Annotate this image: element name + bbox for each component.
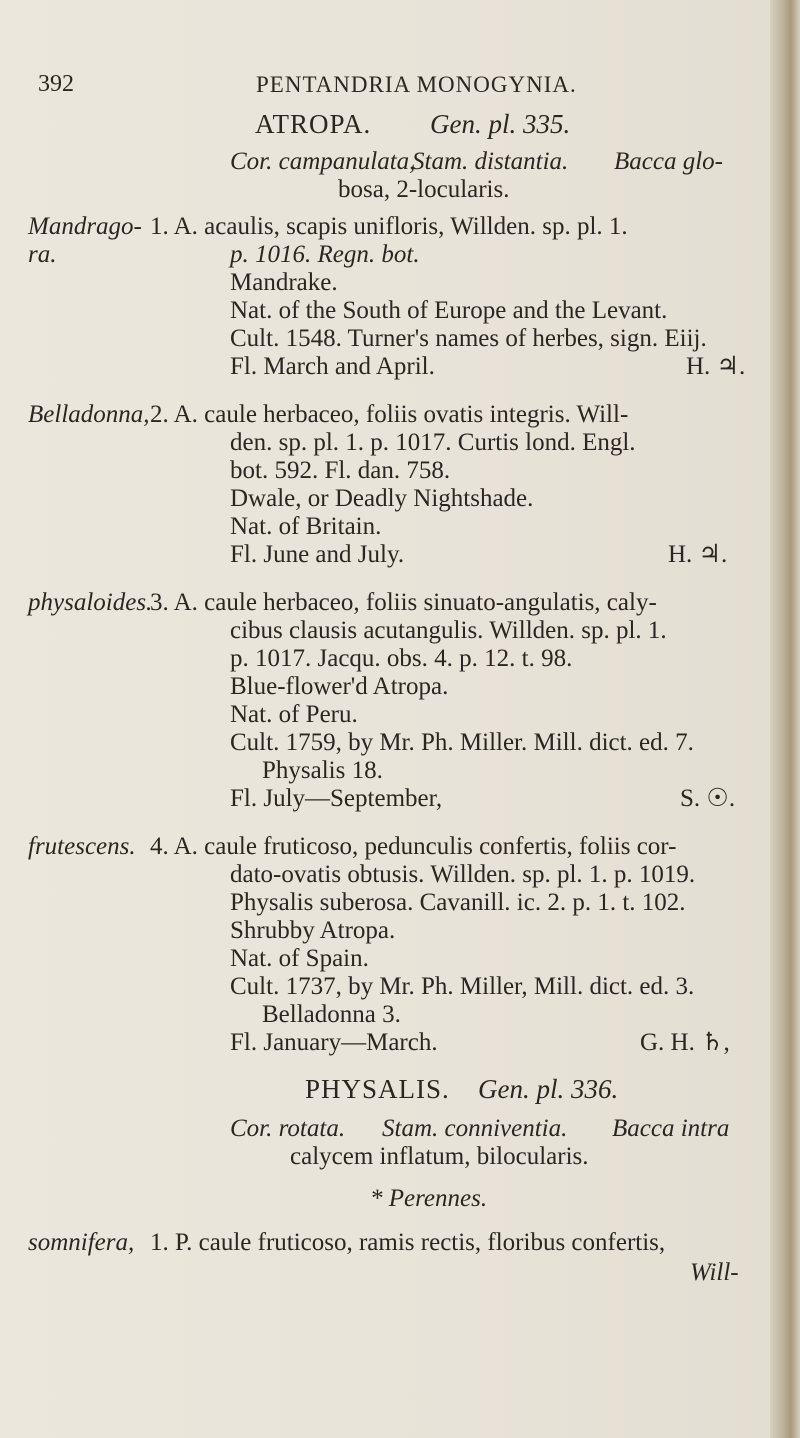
species-line: 1. P. caule fruticoso, ramis rectis, floribus confertis, bbox=[150, 1229, 666, 1256]
character-corolla: Cor. campanulata, bbox=[230, 148, 416, 175]
division-heading: * Perennes. bbox=[370, 1185, 488, 1212]
species-flowering: Fl. January—March. bbox=[230, 1029, 438, 1056]
margin-name: physaloides. bbox=[28, 589, 153, 616]
character-stamens: Stam. conniventia. bbox=[382, 1115, 568, 1142]
page-edge bbox=[770, 0, 800, 1438]
species-flowering: Fl. March and April. bbox=[230, 353, 435, 380]
margin-name: somnifera, bbox=[28, 1229, 135, 1256]
character-stamens: Stam. distantia. bbox=[412, 148, 569, 175]
margin-name: Belladonna, bbox=[28, 401, 150, 428]
character-corolla: Cor. rotata. bbox=[230, 1115, 346, 1142]
species-native: Nat. of Spain. bbox=[230, 945, 369, 972]
species-cultivation: Cult. 1737, by Mr. Ph. Miller, Mill. dict. ed. 3. bbox=[230, 973, 695, 1000]
species-line: 2. A. caule herbaceo, foliis ovatis integris. Will- bbox=[150, 401, 629, 428]
species-native: Nat. of Peru. bbox=[230, 701, 358, 728]
species-habitat-symbol: S. ☉. bbox=[680, 785, 736, 812]
species-cultivation: Cult. 1759, by Mr. Ph. Miller. Mill. dict. ed. 7. bbox=[230, 729, 694, 756]
genus-reference-atropa: Gen. pl. 335. bbox=[430, 109, 571, 139]
species-flowering: Fl. June and July. bbox=[230, 541, 405, 568]
catchword: Will- bbox=[690, 1259, 739, 1286]
species-native: Nat. of Britain. bbox=[230, 513, 382, 540]
margin-name: frutescens. bbox=[28, 833, 136, 860]
species-line: dato-ovatis obtusis. Willden. sp. pl. 1. p. 1019. bbox=[230, 861, 696, 888]
margin-name-cont: ra. bbox=[28, 241, 57, 268]
running-title: PENTANDRIA MONOGYNIA. bbox=[256, 72, 577, 97]
species-line: cibus clausis acutangulis. Willden. sp. pl. 1. bbox=[230, 617, 667, 644]
species-cultivation: Cult. 1548. Turner's names of herbes, sign. Eiij. bbox=[230, 325, 707, 352]
species-synonym: Physalis 18. bbox=[262, 757, 383, 784]
species-line: 4. A. caule fruticoso, pedunculis confertis, foliis cor- bbox=[150, 833, 677, 860]
species-habitat-symbol: H. ♃. bbox=[668, 541, 728, 568]
character-fruit-cont: bosa, 2-locularis. bbox=[338, 176, 510, 203]
species-native: Nat. of the South of Europe and the Levant. bbox=[230, 297, 668, 324]
species-line: p. 1017. Jacqu. obs. 4. p. 12. t. 98. bbox=[230, 645, 573, 672]
species-line: bot. 592. Fl. dan. 758. bbox=[230, 457, 451, 484]
character-fruit: Bacca intra bbox=[612, 1115, 730, 1142]
species-common-name: Shrubby Atropa. bbox=[230, 917, 396, 944]
character-fruit: Bacca glo- bbox=[614, 148, 723, 175]
species-line: 1. A. acaulis, scapis unifloris, Willden. sp. pl. 1. bbox=[150, 213, 628, 240]
character-fruit-cont: calycem inflatum, bilocularis. bbox=[290, 1143, 589, 1170]
species-habitat-symbol: H. ♃. bbox=[686, 353, 746, 380]
species-common-name: Dwale, or Deadly Nightshade. bbox=[230, 485, 534, 512]
genus-reference-physalis: Gen. pl. 336. bbox=[478, 1074, 619, 1104]
species-line: den. sp. pl. 1. p. 1017. Curtis lond. Engl. bbox=[230, 429, 636, 456]
species-habitat-symbol: G. H. ♄, bbox=[640, 1029, 730, 1056]
species-line: 3. A. caule herbaceo, foliis sinuato-angulatis, caly- bbox=[150, 589, 657, 616]
species-line: Physalis suberosa. Cavanill. ic. 2. p. 1. t. 102. bbox=[230, 889, 686, 916]
species-line: p. 1016. Regn. bot. bbox=[230, 241, 420, 268]
species-common-name: Mandrake. bbox=[230, 269, 338, 296]
species-synonym: Belladonna 3. bbox=[262, 1001, 401, 1028]
genus-title-atropa: ATROPA. bbox=[255, 109, 372, 139]
species-common-name: Blue-flower'd Atropa. bbox=[230, 673, 449, 700]
genus-title-physalis: PHYSALIS. bbox=[305, 1074, 450, 1104]
species-flowering: Fl. July—September, bbox=[230, 785, 443, 812]
margin-name: Mandrago- bbox=[28, 213, 142, 240]
page-number: 392 bbox=[38, 71, 74, 97]
